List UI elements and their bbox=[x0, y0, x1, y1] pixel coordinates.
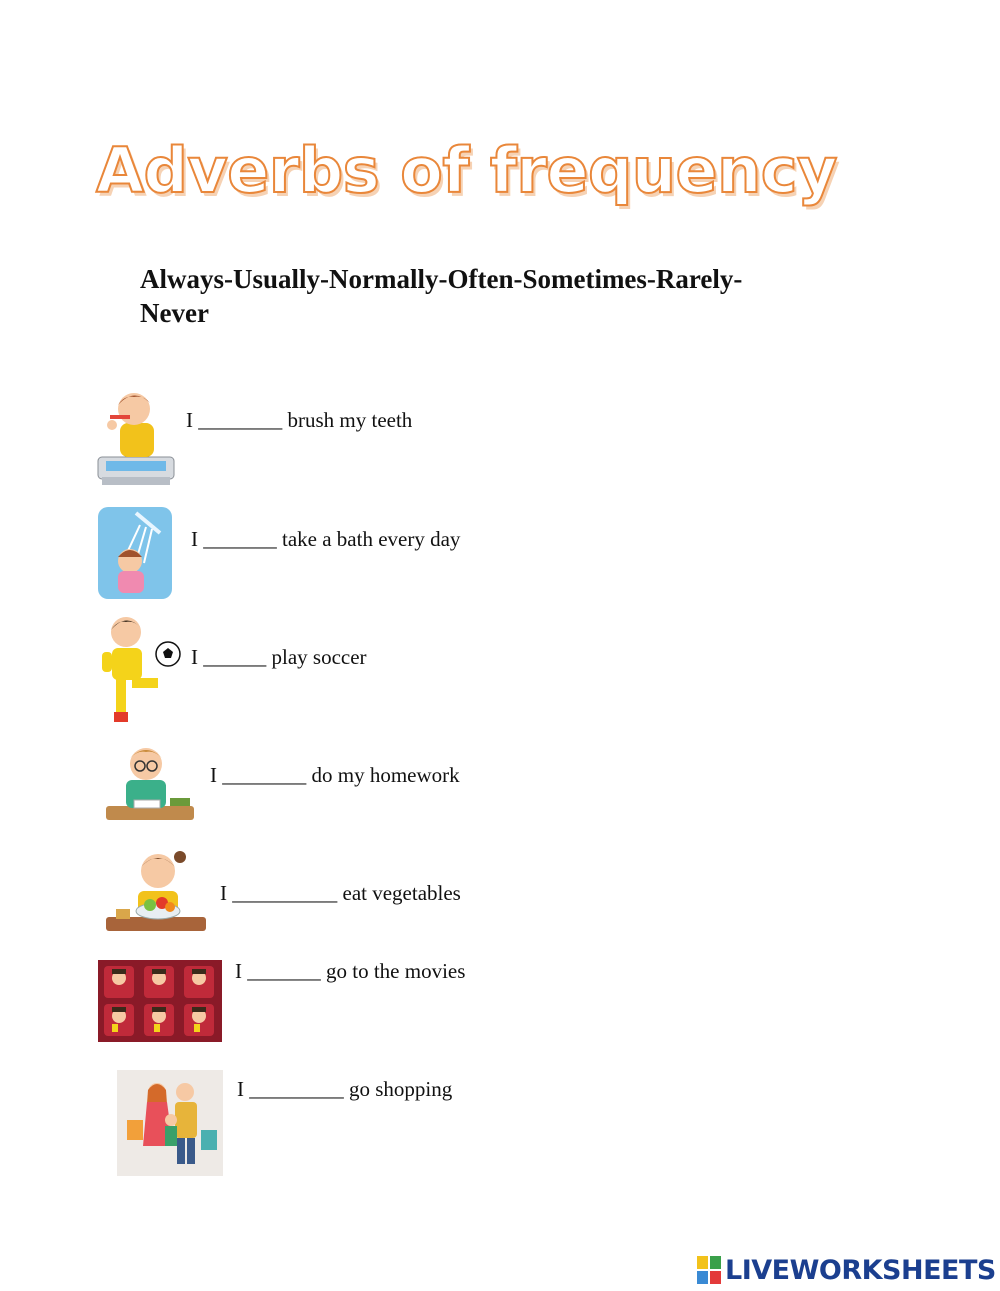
sentence-7: I _________ go shopping bbox=[237, 1077, 453, 1101]
shower-icon bbox=[96, 505, 176, 601]
vegetables-icon bbox=[104, 845, 208, 935]
sentence-2: I _______ take a bath every day bbox=[191, 527, 461, 551]
shopping-icon bbox=[117, 1070, 223, 1176]
movies-icon bbox=[98, 960, 222, 1042]
brand-text: LIVEWORKSHEETS bbox=[725, 1254, 996, 1286]
sentence-6: I _______ go to the movies bbox=[235, 959, 466, 983]
page-title: Adverbs of frequency bbox=[96, 134, 837, 207]
sentence-1: I ________ brush my teeth bbox=[186, 408, 413, 432]
adverbs-list bbox=[140, 262, 840, 330]
liveworksheets-logo-icon bbox=[697, 1256, 721, 1284]
homework-icon bbox=[104, 740, 196, 826]
sentence-5: I __________ eat vegetables bbox=[220, 881, 461, 905]
liveworksheets-logo bbox=[697, 1253, 996, 1287]
soccer-icon bbox=[98, 612, 184, 728]
brushing-teeth-icon bbox=[96, 385, 176, 493]
adverbs-line-2: Never bbox=[140, 298, 209, 328]
adverbs-line-1: Always-Usually-Normally-Often-Sometimes-Rarely- bbox=[140, 264, 743, 294]
sentence-4: I ________ do my homework bbox=[210, 763, 460, 787]
sentence-3: I ______ play soccer bbox=[191, 645, 367, 669]
